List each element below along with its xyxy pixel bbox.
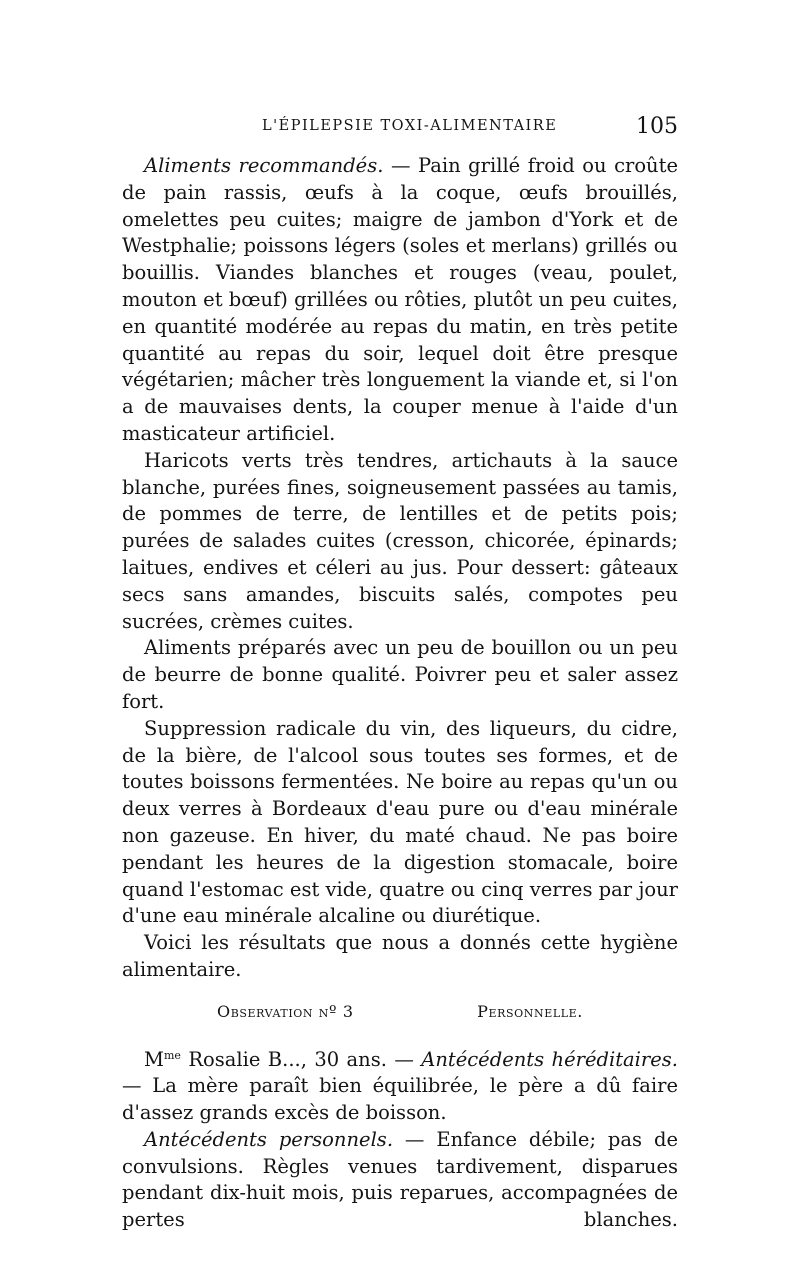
paragraph-vegetables: Haricots verts très tendres, artichauts à la sauce blanche, purées fines, soigneusement passées au tamis, de pommes de terre, de lentilles et de petits pois; purées de salades cuites (cresson, chicorée, épinards; laitues, endives et céleri au jus. Pour dessert: gâteaux secs sans amandes, biscuits salés, compotes peu sucrées, crèmes cuites. <box>122 448 678 633</box>
paragraph-label: Antécédents personnels. <box>144 1127 394 1151</box>
observation-heading <box>217 999 583 1026</box>
paragraph-results: Voici les résultats que nous a donnés cette hygiène alimentaire. <box>122 931 678 981</box>
patient-title-sup: me <box>163 1048 181 1062</box>
paragraph-recommended-foods <box>122 153 678 448</box>
observation-number: Observation nº 3 <box>217 1001 354 1021</box>
running-title: L'ÉPILEPSIE TOXI-ALIMENTAIRE <box>262 118 558 134</box>
paragraph-text: — La mère paraît bien équilibrée, le père a dû faire d'assez grands excès de boisson. <box>122 1074 678 1125</box>
page-number: 105 <box>636 114 678 139</box>
page-header <box>122 114 678 144</box>
page-body <box>122 153 678 1234</box>
paragraph-text: — Enfance débile; pas de convulsions. Règles venues tardivement, disparues pendant dix-huit mois, puis reparues, accompagnées de pertes blanches. <box>122 1127 678 1232</box>
paragraph-preparation: Aliments préparés avec un peu de bouillon ou un peu de beurre de bonne qualité. Poivrer peu et saler assez fort. <box>122 636 678 713</box>
paragraph-text: — Pain grillé froid ou croûte de pain rassis, œufs à la coque, œufs brouillés, omelettes peu cuites; maigre de jambon d'York et de Westphalie; poissons légers (soles et merlans) grillés ou bouillis. Viandes blanches et rouges (veau, poulet, mouton et bœuf) grillées ou rôties, plutôt un peu cuites, en quantité modérée au repas du matin, en très petite quantité au repas du soir, lequel doit être presque végétarien; mâcher très longuement la viande et, si l'on a de mauvaises dents, la couper menue à l'aide d'un masticateur artificiel. <box>122 154 678 445</box>
patient-title: M <box>144 1047 164 1071</box>
paragraph-patient <box>122 1047 678 1127</box>
patient-intro: Rosalie B..., 30 ans. — <box>180 1047 422 1071</box>
paragraph-drinks: Suppression radicale du vin, des liqueurs, du cidre, de la bière, de l'alcool sous toutes ses formes, et de toutes boissons fermentées. Ne boire au repas qu'un ou deux verres à Bordeaux d'eau pure ou d'eau minérale non gazeuse. En hiver, du maté chaud. Ne pas boire pendant les heures de la digestion stomacale, boire quand l'estomac est vide, quatre ou cinq verres par jour d'une eau minérale alcaline ou diurétique. <box>122 716 678 928</box>
paragraph-label: Aliments recommandés. <box>144 154 384 177</box>
observation-type: Personnelle. <box>477 1001 583 1021</box>
paragraph-personal-history <box>122 1127 678 1234</box>
paragraph-label: Antécédents héréditaires. <box>421 1047 678 1071</box>
